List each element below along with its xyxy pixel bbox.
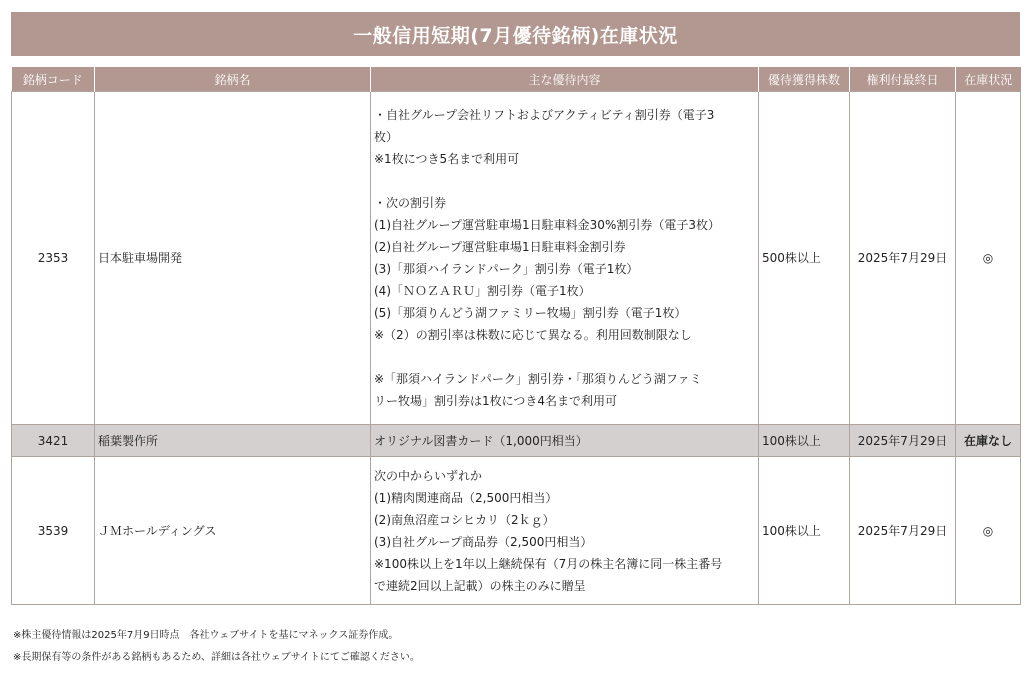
table-header-row — [12, 67, 1021, 92]
last-rights-date: 2025年7月29日 — [850, 425, 956, 457]
benefit-line: (5)「那須りんどう湖ファミリー牧場」割引券（電子1枚） — [374, 306, 687, 320]
benefit-line: オリジナル図書カード（1,000円相当） — [374, 433, 588, 448]
benefit-line — [374, 346, 755, 368]
footnote: ※株主優待情報は2025年7月9日時点 各社ウェブサイトを基にマネックス証券作成。 — [13, 630, 399, 641]
footnotes — [13, 625, 420, 669]
last-rights-date: 2025年7月29日 — [850, 92, 956, 425]
footnote: ※長期保有等の条件がある銘柄もあるため、詳細は各社ウェブサイトにてご確認ください。 — [13, 652, 420, 663]
header-status: 在庫状況 — [956, 67, 1021, 92]
benefit-line: ※100株以上を1年以上継続保有（7月の株主名簿に同一株主番号 — [374, 556, 723, 571]
table-row — [12, 425, 1021, 457]
stock-code: 2353 — [12, 92, 95, 425]
benefit-line: 枚） — [374, 130, 399, 144]
stock-name: ＪＭホールディングス — [95, 457, 371, 605]
benefit-line: (3)「那須ハイランドパーク」割引券（電子1枚） — [374, 262, 639, 276]
benefit-line: ※「那須ハイランドパーク」割引券・「那須りんどう湖ファミ — [374, 372, 702, 386]
benefit-line: (4)「ＮＯＺＡＲＵ」割引券（電子1枚） — [374, 284, 591, 298]
benefit-line: で連続2回以上記載）の株主のみに贈呈 — [374, 578, 586, 593]
header-code: 銘柄コード — [12, 67, 95, 92]
table-row — [12, 457, 1021, 605]
benefit-line — [374, 170, 755, 192]
benefit-line: 次の中からいずれか — [374, 468, 483, 483]
shares-required: 100株以上 — [759, 425, 850, 457]
header-last-date: 権利付最終日 — [850, 67, 956, 92]
benefit-line: ※1枚につき5名まで利用可 — [374, 152, 520, 166]
benefit-line: ・自社グループ会社リフトおよびアクティビティ割引券（電子3 — [374, 108, 715, 122]
benefit-line: (1)自社グループ運営駐車場1日駐車料金30%割引券（電子3枚） — [374, 218, 720, 232]
header-benefit: 主な優待内容 — [371, 67, 759, 92]
stock-name: 稲葉製作所 — [95, 425, 371, 457]
stock-status: 在庫なし — [956, 425, 1021, 457]
benefit-line: (3)自社グループ商品券（2,500円相当） — [374, 534, 593, 549]
benefit-line: (2)南魚沼産コシヒカリ（2ｋｇ） — [374, 512, 555, 527]
stock-status: ◎ — [956, 92, 1021, 425]
page-title: 一般信用短期(7月優待銘柄)在庫状況 — [11, 12, 1020, 56]
inventory-table — [11, 67, 1021, 605]
benefit-cell — [371, 457, 759, 605]
benefit-line: リー牧場」割引券は1枚につき4名まで利用可 — [374, 394, 618, 408]
header-shares: 優待獲得株数 — [759, 67, 850, 92]
benefit-cell — [371, 425, 759, 457]
benefit-line: (1)精肉関連商品（2,500円相当） — [374, 490, 558, 505]
stock-status: ◎ — [956, 457, 1021, 605]
benefit-line: ・次の割引券 — [374, 196, 447, 210]
stock-name: 日本駐車場開発 — [95, 92, 371, 425]
benefit-line: ※（2）の割引率は株数に応じて異なる。利用回数制限なし — [374, 328, 692, 342]
shares-required: 100株以上 — [759, 457, 850, 605]
stock-code: 3421 — [12, 425, 95, 457]
benefit-line: (2)自社グループ運営駐車場1日駐車料金割引券 — [374, 240, 626, 254]
table-row — [12, 92, 1021, 425]
stock-code: 3539 — [12, 457, 95, 605]
last-rights-date: 2025年7月29日 — [850, 457, 956, 605]
benefit-cell — [371, 92, 759, 425]
header-name: 銘柄名 — [95, 67, 371, 92]
shares-required: 500株以上 — [759, 92, 850, 425]
